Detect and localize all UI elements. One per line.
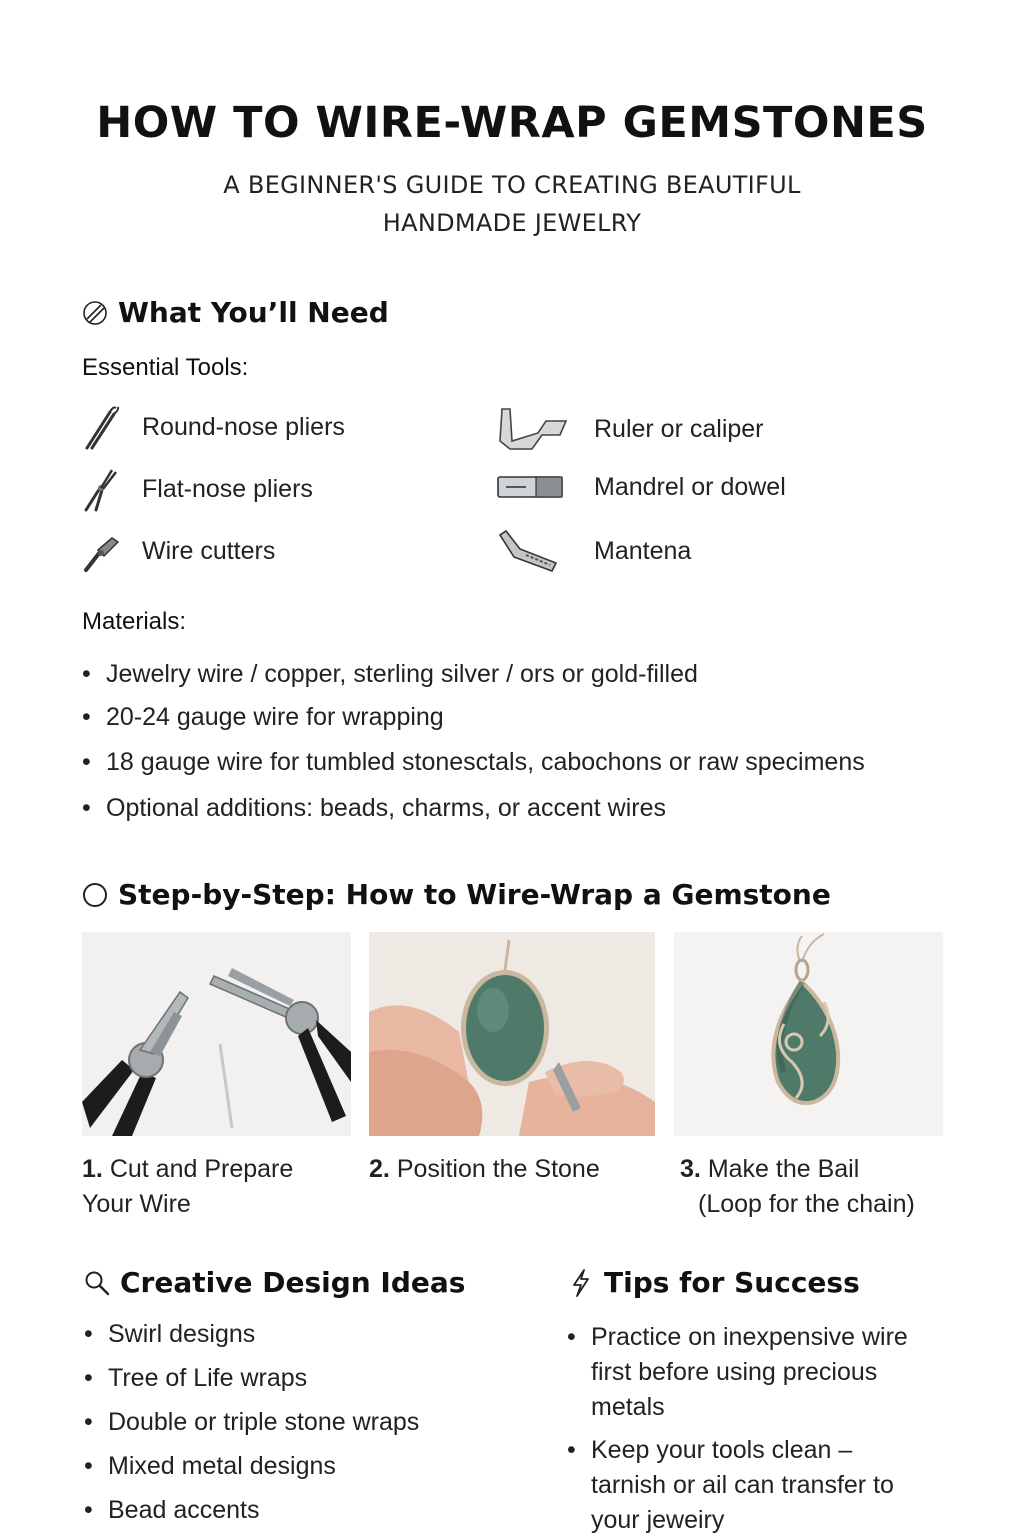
- ideas-list: [84, 1320, 524, 1536]
- tool-item-wire-cutters: [82, 526, 275, 576]
- steps-heading: [80, 878, 831, 911]
- list-item: • 20-24 gauge wire for wrapping: [82, 703, 962, 748]
- ideas-heading-text: Creative Design Ideas: [120, 1266, 466, 1299]
- needs-heading-text: What You’ll Need: [118, 296, 389, 329]
- list-item: • Tree of Life wraps: [84, 1364, 524, 1408]
- step-title-cont: Your Wire: [82, 1190, 191, 1218]
- hand-stone-illustration: [369, 932, 655, 1136]
- step-2-caption: [369, 1152, 659, 1187]
- page-title: HOW TO WIRE-WRAP GEMSTONES: [96, 98, 928, 148]
- list-item: • Mixed metal designs: [84, 1452, 524, 1496]
- magnifier-icon: [82, 1268, 112, 1298]
- steps-heading-text: Step-by-Step: How to Wire-Wrap a Gemstone: [118, 878, 831, 911]
- tool-label: Wire cutters: [142, 536, 276, 565]
- mandrel-icon: [496, 462, 594, 512]
- step-title: Position the Stone: [396, 1155, 600, 1183]
- caliper-icon: [496, 404, 594, 454]
- list-item: • Keep your tools clean – tarnish or ail can transfer to your jeweiry: [567, 1433, 917, 1536]
- round-nose-pliers-icon: [82, 402, 142, 452]
- pliers-illustration: [82, 932, 351, 1136]
- tool-label: Flat-nose pliers: [142, 474, 313, 503]
- tips-heading-text: Tips for Success: [604, 1266, 860, 1299]
- file-tool-icon: [496, 526, 594, 576]
- needs-heading: [80, 296, 389, 329]
- tool-label: Mantena: [594, 536, 692, 565]
- ideas-heading: [82, 1266, 465, 1299]
- step-3-caption: [680, 1152, 970, 1222]
- step-1-caption: [82, 1152, 352, 1222]
- circle-icon: [80, 880, 110, 910]
- list-item: • 18 gauge wire for tumbled stonesctals, cabochons or raw specimens: [82, 748, 962, 794]
- tool-item-flat-nose-pliers: [82, 464, 313, 514]
- pendant-illustration: [674, 932, 943, 1136]
- wire-cutters-icon: [82, 526, 142, 576]
- tool-item-round-nose-pliers: [82, 402, 345, 452]
- page-subtitle: A BEGINNER'S GUIDE TO CREATING BEAUTIFUL HANDMADE JEWELRY: [223, 171, 801, 237]
- list-item: • Bead accents: [84, 1496, 524, 1536]
- tool-item-mandrel: [496, 462, 786, 512]
- tools-subheading: Essential Tools:: [82, 354, 249, 381]
- materials-subheading: Materials:: [82, 608, 187, 635]
- list-item: • Double or triple stone wraps: [84, 1408, 524, 1452]
- tips-heading: [566, 1266, 860, 1299]
- tools-icon: [80, 298, 110, 328]
- step-title: Make the Bail: [707, 1155, 860, 1183]
- tool-label: Round-nose pliers: [142, 412, 345, 441]
- step-3-photo: [674, 932, 943, 1136]
- list-item: • Swirl designs: [84, 1320, 524, 1364]
- flat-nose-pliers-icon: [82, 464, 142, 514]
- materials-list: [82, 660, 962, 838]
- tool-label: Ruler or caliper: [594, 414, 764, 443]
- step-number: 2.: [369, 1155, 390, 1183]
- tips-list: [567, 1320, 917, 1536]
- list-item: • Practice on inexpensive wire first before using precious metals: [567, 1320, 917, 1425]
- step-title-cont: (Loop for the chain): [698, 1190, 915, 1218]
- step-1-photo: [82, 932, 351, 1136]
- tool-item-ruler: [496, 404, 764, 454]
- lightning-icon: [566, 1268, 596, 1298]
- step-number: 3.: [680, 1155, 701, 1183]
- step-2-photo: [369, 932, 655, 1136]
- tool-item-mantena: [496, 526, 691, 576]
- step-number: 1.: [82, 1155, 103, 1183]
- step-title: Cut and Prepare: [109, 1155, 294, 1183]
- list-item: • Optional additions: beads, charms, or accent wires: [82, 794, 962, 838]
- list-item: • Jewelry wire / copper, sterling silver / ors or gold-filled: [82, 660, 962, 703]
- tool-label: Mandrel or dowel: [594, 472, 786, 501]
